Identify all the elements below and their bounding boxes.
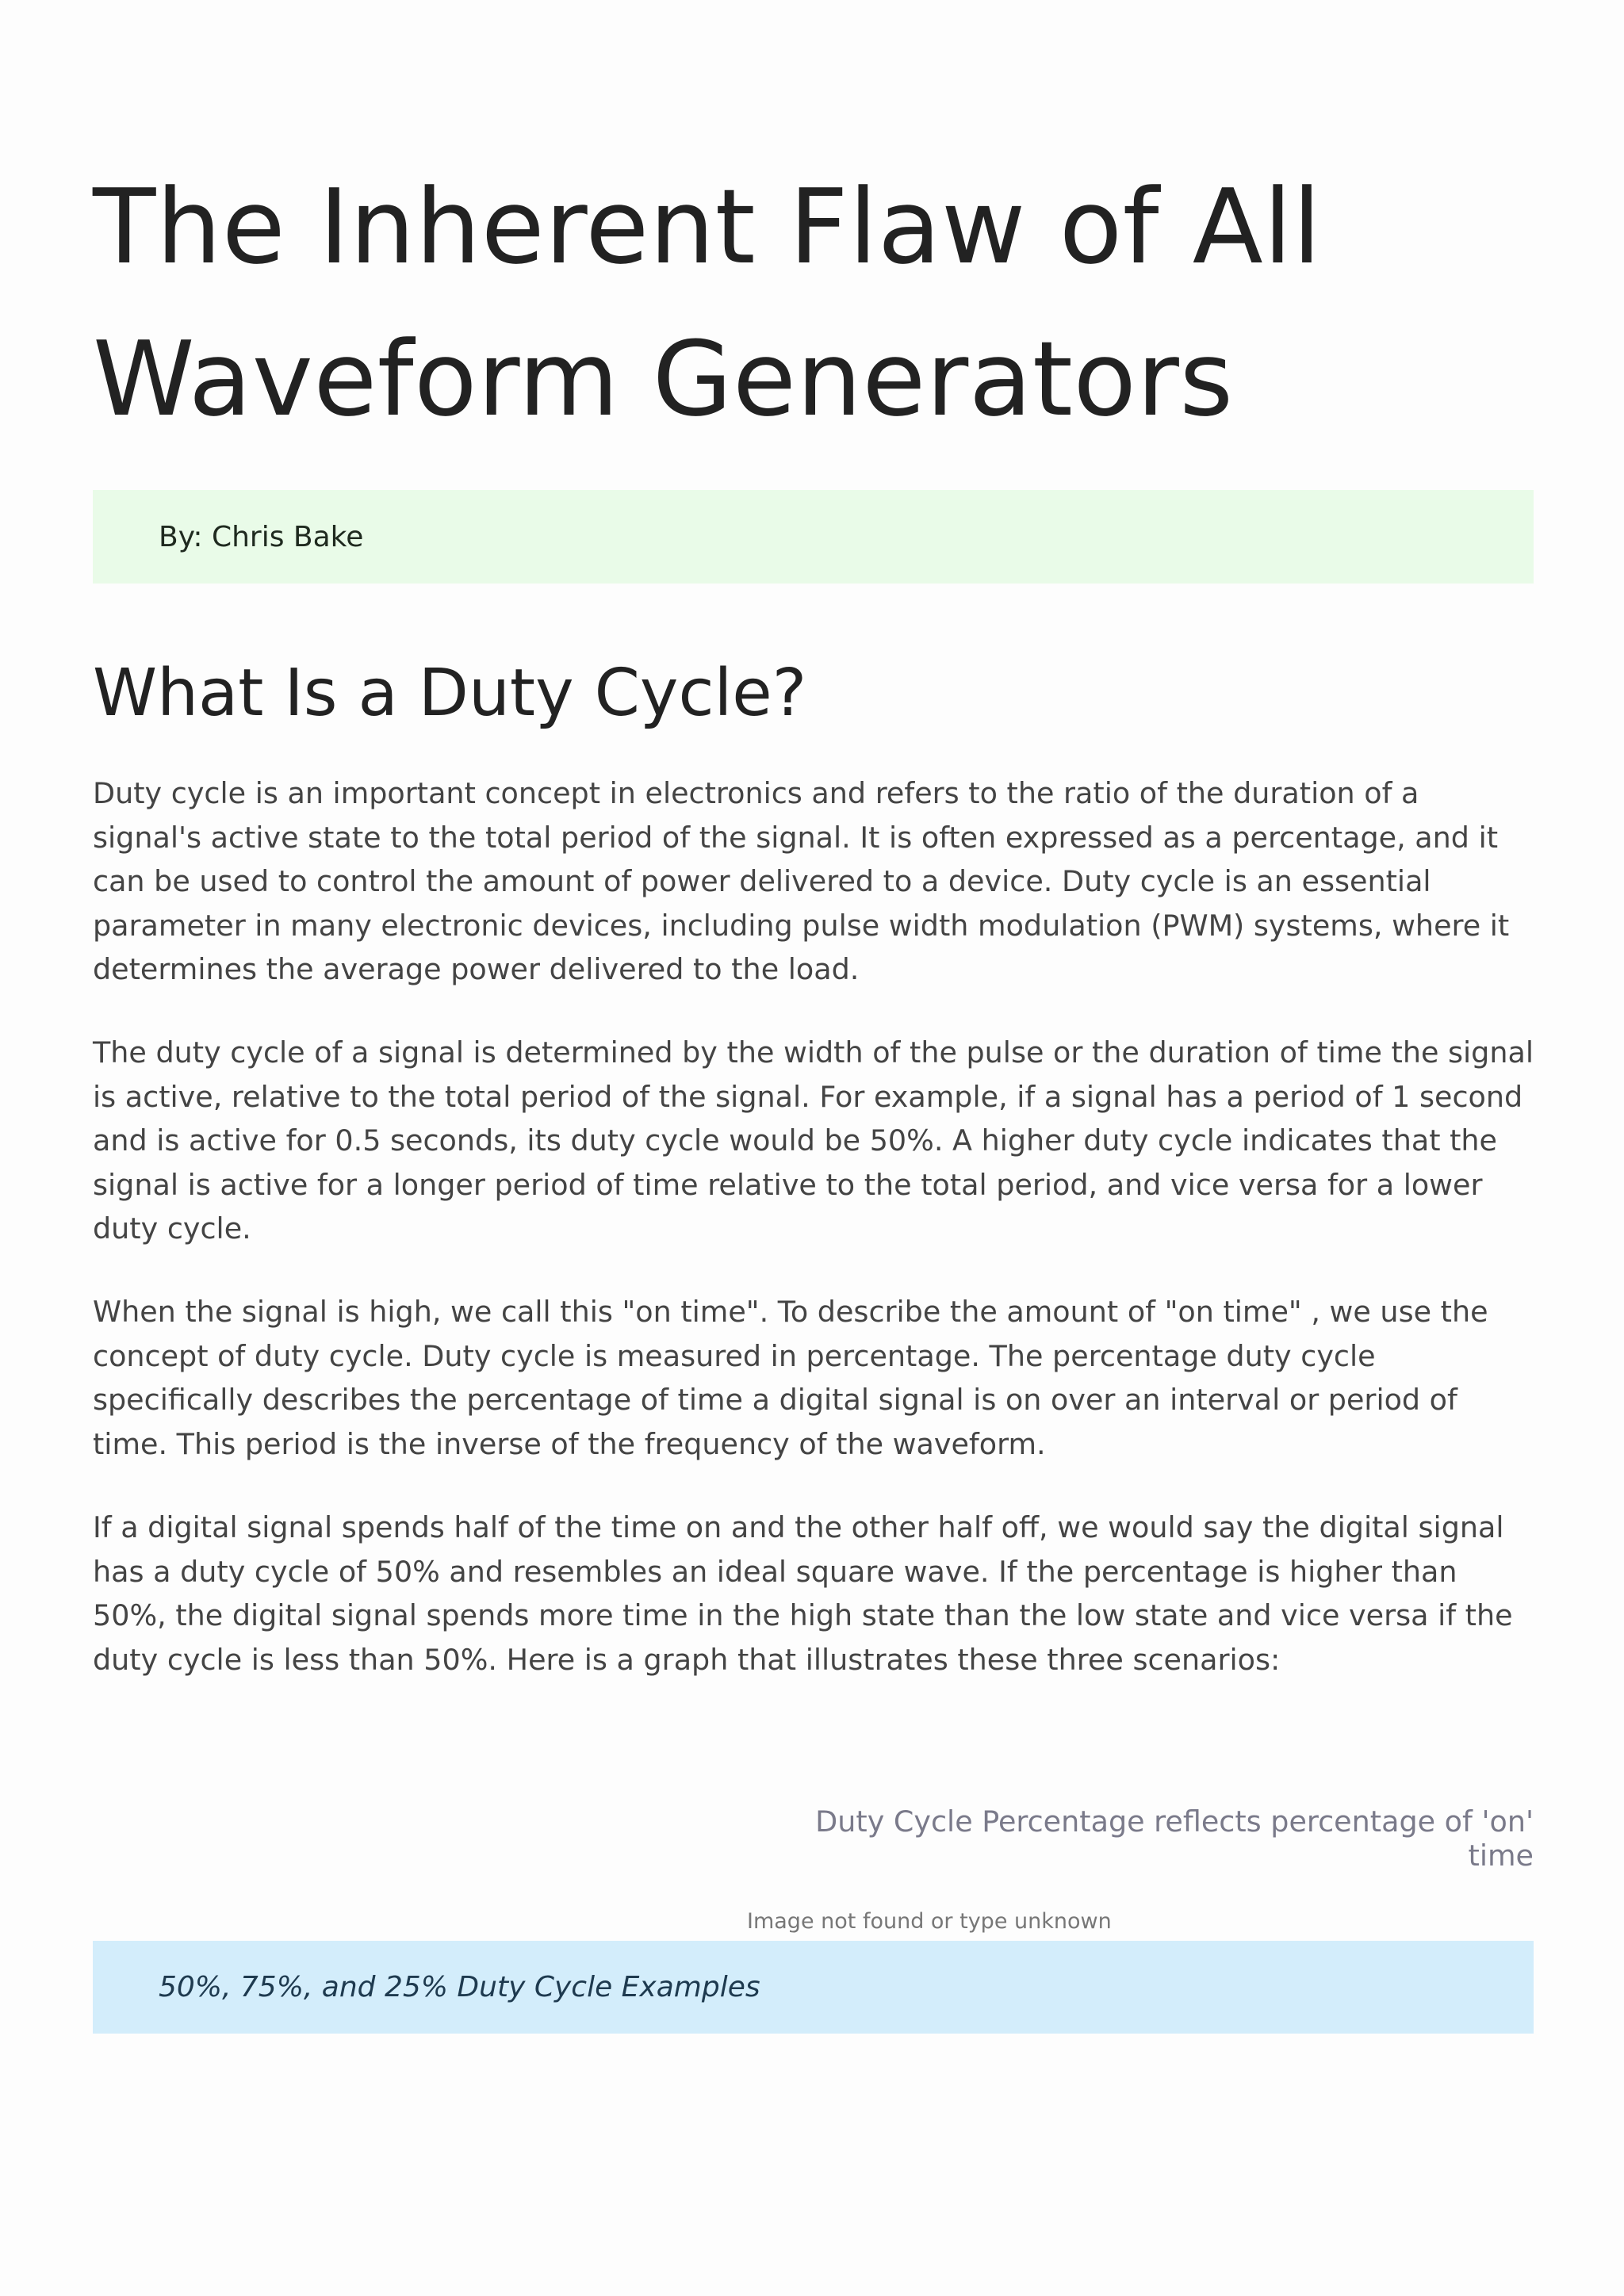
figure-caption-text: 50%, 75%, and 25% Duty Cycle Examples xyxy=(159,1971,760,2003)
section-heading: What Is a Duty Cycle? xyxy=(93,656,807,731)
paragraph-2: The duty cycle of a signal is determined by the width of the pulse or the duration of time the signal is active, relative to the total period of the signal. For example, if a signal has a period of 1 second and is active for 0.5 seconds, its duty cycle would be 50%. A higher duty cycle indicates that the signal is active for a longer period of time relative to the total period, and vice versa for a lower duty cycle. xyxy=(93,1035,1534,1246)
article-title xyxy=(93,151,1534,455)
author-byline-text: By: Chris Bake xyxy=(159,520,364,553)
paragraph-4: If a digital signal spends half of the time on and the other half off, we would say the digital signal has a duty cycle of 50% and resembles an ideal square wave. If the percentage is higher than 50%, the digital signal spends more time in the high state than the low state and vice versa if the duty cycle is less than 50%. Here is a graph that illustrates these three scenarios: xyxy=(93,1510,1513,1677)
author-byline xyxy=(93,490,1534,584)
article-title-line1: The Inherent Flaw of All xyxy=(93,166,1322,287)
figure-alt-text: Duty Cycle Percentage reflects percentage of 'on' time xyxy=(815,1804,1534,1873)
paragraph-3: When the signal is high, we call this "on time". To describe the amount of "on time" , we use the concept of duty cycle. Duty cycle is measured in percentage. The percentage duty cycle specifically describes the percentage of time a digital signal is on over an interval or period of time. This period is the inverse of the frequency of the waveform. xyxy=(93,1295,1488,1461)
figure-caption xyxy=(93,1941,1534,2034)
article-title-line2: Waveform Generators xyxy=(93,319,1234,439)
paragraph-1: Duty cycle is an important concept in electronics and refers to the ratio of the duration of a signal's active state to the total period of the signal. It is often expressed as a percentage, and it can be used to control the amount of power delivered to a device. Duty cycle is an essential parameter in many electronic devices, including pulse width modulation (PWM) systems, where it determines the average power delivered to the load. xyxy=(93,776,1510,986)
broken-image-notice: Image not found or type unknown xyxy=(747,1909,1112,1934)
